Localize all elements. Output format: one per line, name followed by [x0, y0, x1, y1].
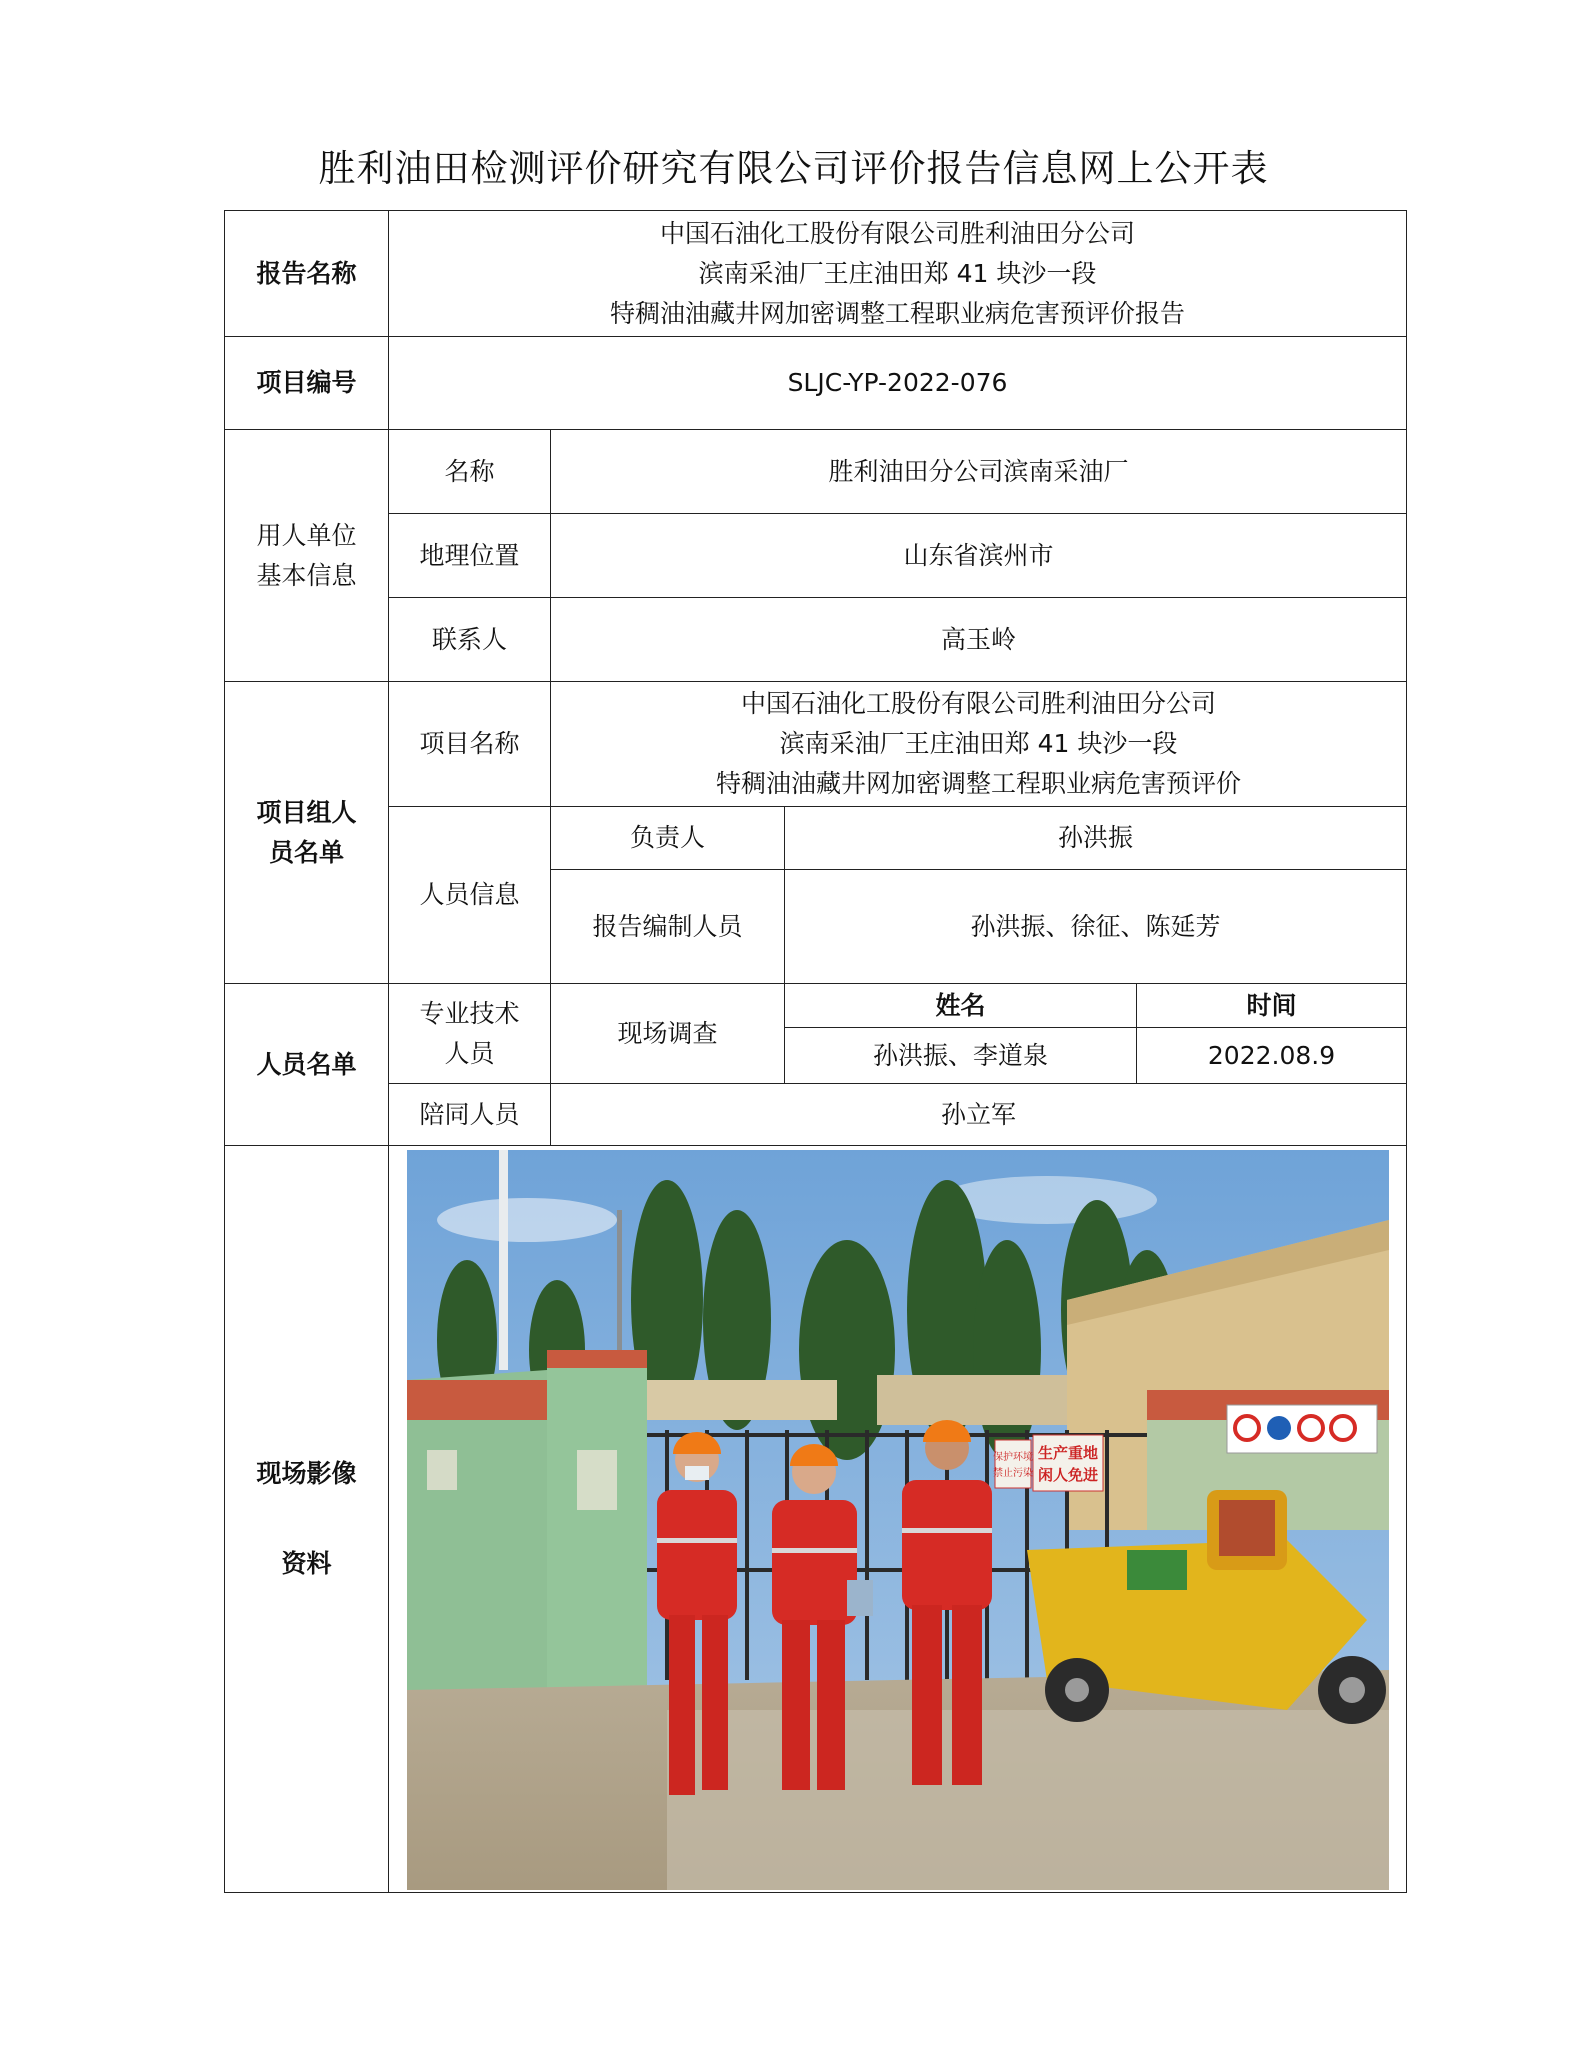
row-team-lead [225, 807, 1407, 870]
gate-sign-left-line: 保护环境 [992, 1452, 1033, 1463]
accompany-value: 孙立军 [551, 1084, 1407, 1146]
lead-label: 负责人 [551, 807, 785, 870]
team-project-line: 中国石油化工股份有限公司胜利油田分公司 [741, 689, 1217, 718]
gate-sign-right-line: 生产重地 [1037, 1444, 1098, 1462]
media-label-line: 现场影像 [256, 1459, 357, 1488]
project-number-label: 项目编号 [225, 337, 389, 430]
row-employer-name [225, 430, 1407, 514]
report-name-value [389, 211, 1407, 337]
employer-location-value: 山东省滨州市 [551, 514, 1407, 598]
staff-list-label: 人员名单 [225, 984, 389, 1146]
survey-date: 2022.08.9 [1137, 1028, 1407, 1084]
gate-sign-left-line: 禁止污染 [992, 1468, 1033, 1479]
media-label-line: 资料 [281, 1549, 332, 1578]
row-report-name [225, 211, 1407, 337]
report-name-line: 中国石油化工股份有限公司胜利油田分公司 [660, 218, 1136, 248]
team-project-line: 特稠油油藏井网加密调整工程职业病危害预评价 [716, 769, 1242, 798]
team-label-line: 项目组人 [256, 797, 357, 827]
row-employer-location [225, 514, 1407, 598]
disclosure-table [224, 210, 1407, 1893]
editors-value: 孙洪振、徐征、陈延芳 [785, 870, 1407, 984]
survey-names: 孙洪振、李道泉 [785, 1028, 1137, 1084]
safety-signs [1227, 1405, 1377, 1453]
employer-contact-label: 联系人 [389, 598, 551, 682]
employer-label-line: 基本信息 [256, 560, 357, 590]
team-project-name-value [551, 682, 1407, 807]
site-media-label [225, 1146, 389, 1893]
employer-label-line: 用人单位 [256, 520, 357, 550]
team-project-name-label: 项目名称 [389, 682, 551, 807]
accompany-label: 陪同人员 [389, 1084, 551, 1146]
site-survey-label: 现场调查 [551, 984, 785, 1084]
employer-name-label: 名称 [389, 430, 551, 514]
time-column-header: 时间 [1137, 984, 1407, 1028]
project-number-value: SLJC-YP-2022-076 [389, 337, 1407, 430]
editors-label: 报告编制人员 [551, 870, 785, 984]
tech-label-line: 专业技术 [419, 998, 520, 1028]
employer-name-value: 胜利油田分公司滨南采油厂 [551, 430, 1407, 514]
site-photo-cell [389, 1146, 1407, 1893]
name-column-header: 姓名 [785, 984, 1137, 1028]
report-name-line: 滨南采油厂王庄油田郑 41 块沙一段 [698, 258, 1097, 288]
gate-sign-right-line: 闲人免进 [1037, 1466, 1098, 1484]
row-accompany [225, 1084, 1407, 1146]
page-title: 胜利油田检测评价研究有限公司评价报告信息网上公开表 [318, 147, 1269, 190]
report-name-line: 特稠油油藏井网加密调整工程职业病危害预评价报告 [610, 298, 1186, 328]
tech-staff-label [389, 984, 551, 1084]
employer-contact-value: 高玉岭 [551, 598, 1407, 682]
row-team-project-name [225, 682, 1407, 807]
employer-location-label: 地理位置 [389, 514, 551, 598]
row-project-number [225, 337, 1407, 430]
row-staff-header [225, 984, 1407, 1028]
report-name-label: 报告名称 [225, 211, 389, 337]
personnel-info-label: 人员信息 [389, 807, 551, 984]
lead-value: 孙洪振 [785, 807, 1407, 870]
team-project-line: 滨南采油厂王庄油田郑 41 块沙一段 [779, 729, 1178, 758]
row-employer-contact [225, 598, 1407, 682]
employer-info-label [225, 430, 389, 682]
site-photo [407, 1150, 1389, 1890]
team-label-line: 员名单 [268, 837, 344, 867]
project-team-label [225, 682, 389, 984]
tech-label-line: 人员 [444, 1038, 495, 1068]
row-site-media [225, 1146, 1407, 1893]
